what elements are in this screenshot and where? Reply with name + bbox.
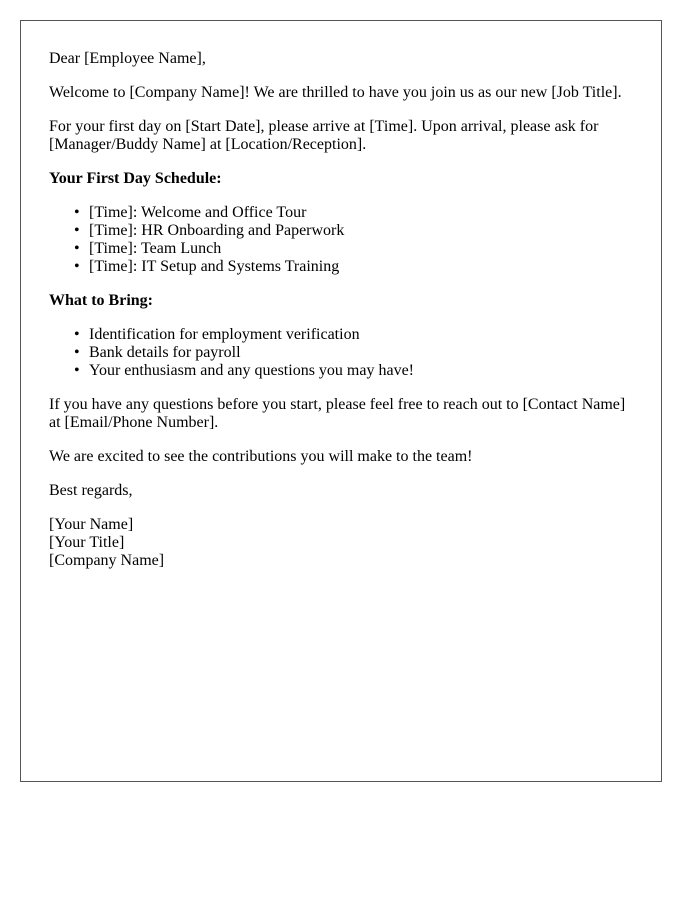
bullet-icon: •	[74, 204, 80, 221]
signature-title: [Your Title]	[49, 534, 125, 551]
questions-paragraph: If you have any questions before you start, please feel free to reach out to [Contact Name] at [Email/Phone Number].	[49, 396, 626, 431]
bring-item	[74, 326, 633, 344]
bring-heading: What to Bring:	[49, 292, 153, 309]
signature-block	[49, 516, 633, 570]
schedule-heading: Your First Day Schedule:	[49, 170, 222, 187]
schedule-item	[74, 240, 633, 258]
bring-item	[74, 362, 633, 380]
schedule-item-text: [Time]: IT Setup and Systems Training	[89, 258, 340, 275]
schedule-item-text: [Time]: Team Lunch	[89, 240, 222, 257]
schedule-item	[74, 222, 633, 240]
welcome-paragraph: Welcome to [Company Name]! We are thrilled to have you join us as our new [Job Title].	[49, 84, 622, 101]
excited-paragraph: We are excited to see the contributions you will make to the team!	[49, 448, 473, 465]
bullet-icon: •	[74, 326, 80, 343]
bring-item-text: Your enthusiasm and any questions you may have!	[89, 362, 414, 379]
signature-name: [Your Name]	[49, 516, 134, 533]
bullet-icon: •	[74, 344, 80, 361]
bullet-icon: •	[74, 258, 80, 275]
bring-item-text: Identification for employment verification	[89, 326, 360, 343]
schedule-item-text: [Time]: Welcome and Office Tour	[89, 204, 307, 221]
letter-body	[21, 21, 661, 570]
schedule-item	[74, 204, 633, 222]
bring-list	[49, 326, 633, 380]
closing: Best regards,	[49, 482, 133, 499]
letter-frame	[20, 20, 662, 782]
schedule-item	[74, 258, 633, 276]
bring-item	[74, 344, 633, 362]
bullet-icon: •	[74, 222, 80, 239]
schedule-item-text: [Time]: HR Onboarding and Paperwork	[89, 222, 345, 239]
schedule-list	[49, 204, 633, 276]
bullet-icon: •	[74, 362, 80, 379]
bring-item-text: Bank details for payroll	[89, 344, 241, 361]
greeting: Dear [Employee Name],	[49, 50, 206, 67]
bullet-icon: •	[74, 240, 80, 257]
first-day-paragraph: For your first day on [Start Date], please arrive at [Time]. Upon arrival, please ask for [Manager/Buddy Name] at [Location/Reception].	[49, 118, 599, 153]
signature-company: [Company Name]	[49, 552, 165, 569]
